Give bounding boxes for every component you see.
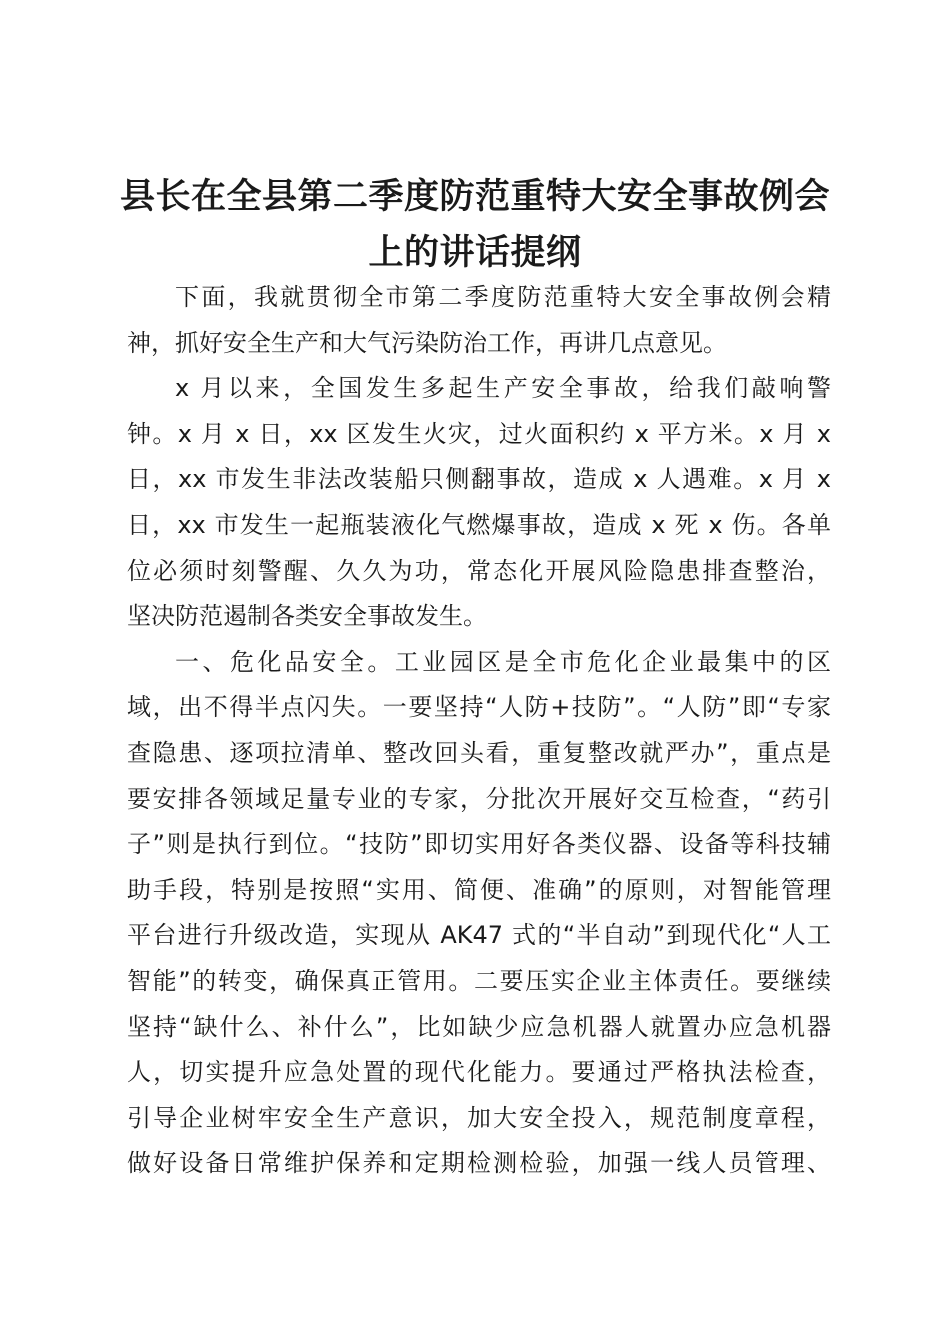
- paragraph-line: 引导企业树牢安全生产意识，加大安全投入，规范制度章程，: [127, 1103, 831, 1132]
- paragraph-line: 钟。x 月 x 日，xx 区发生火灾，过火面积约 x 平方米。x 月 x: [127, 419, 831, 448]
- paragraph-line: x 月以来，全国发生多起生产安全事故，给我们敲响警: [175, 374, 831, 403]
- paragraph-line: 坚决防范遏制各类安全事故发生。: [127, 602, 487, 631]
- paragraph-line: 做好设备日常维护保养和定期检测检验，加强一线人员管理、: [127, 1149, 831, 1178]
- title-line-2: 上的讲话提纲: [368, 233, 582, 273]
- paragraph-line: 助手段，特别是按照“实用、简便、准确”的原则，对智能管理: [127, 875, 831, 904]
- document-title: [120, 169, 830, 281]
- paragraph-line: 日，xx 市发生非法改装船只侧翻事故，造成 x 人遇难。x 月 x: [127, 465, 831, 494]
- paragraph-line: 神，抓好安全生产和大气污染防治工作，再讲几点意见。: [127, 328, 727, 357]
- paragraph-line: 查隐患、逐项拉清单、整改回头看，重复整改就严办”，重点是: [127, 738, 831, 767]
- paragraph-line: 位必须时刻警醒、久久为功，常态化开展风险隐患排查整治，: [127, 556, 831, 585]
- paragraph-line: 智能”的转变，确保真正管用。二要压实企业主体责任。要继续: [127, 966, 831, 995]
- paragraph-line: 一、危化品安全。工业园区是全市危化企业最集中的区: [175, 647, 831, 676]
- paragraph-line: 子”则是执行到位。“技防”即切实用好各类仪器、设备等科技辅: [127, 830, 831, 859]
- paragraph-line: 域，出不得半点闪失。一要坚持“人防+技防”。“人防”即“专家: [127, 693, 831, 722]
- paragraph-line: 要安排各领域足量专业的专家，分批次开展好交互检查，“药引: [127, 784, 831, 813]
- paragraph-line: 平台进行升级改造，实现从 AK47 式的“半自动”到现代化“人工: [127, 921, 831, 950]
- paragraph-line: 坚持“缺什么、补什么”，比如缺少应急机器人就置办应急机器: [127, 1012, 831, 1041]
- title-line-1: 县长在全县第二季度防范重特大安全事故例会: [120, 177, 831, 217]
- paragraph-line: 日，xx 市发生一起瓶装液化气燃爆事故，造成 x 死 x 伤。各单: [127, 510, 831, 539]
- paragraph-line: 人，切实提升应急处置的现代化能力。要通过严格执法检查，: [127, 1058, 831, 1087]
- paragraph-line: 下面，我就贯彻全市第二季度防范重特大安全事故例会精: [175, 283, 831, 311]
- document-body: [127, 275, 831, 1187]
